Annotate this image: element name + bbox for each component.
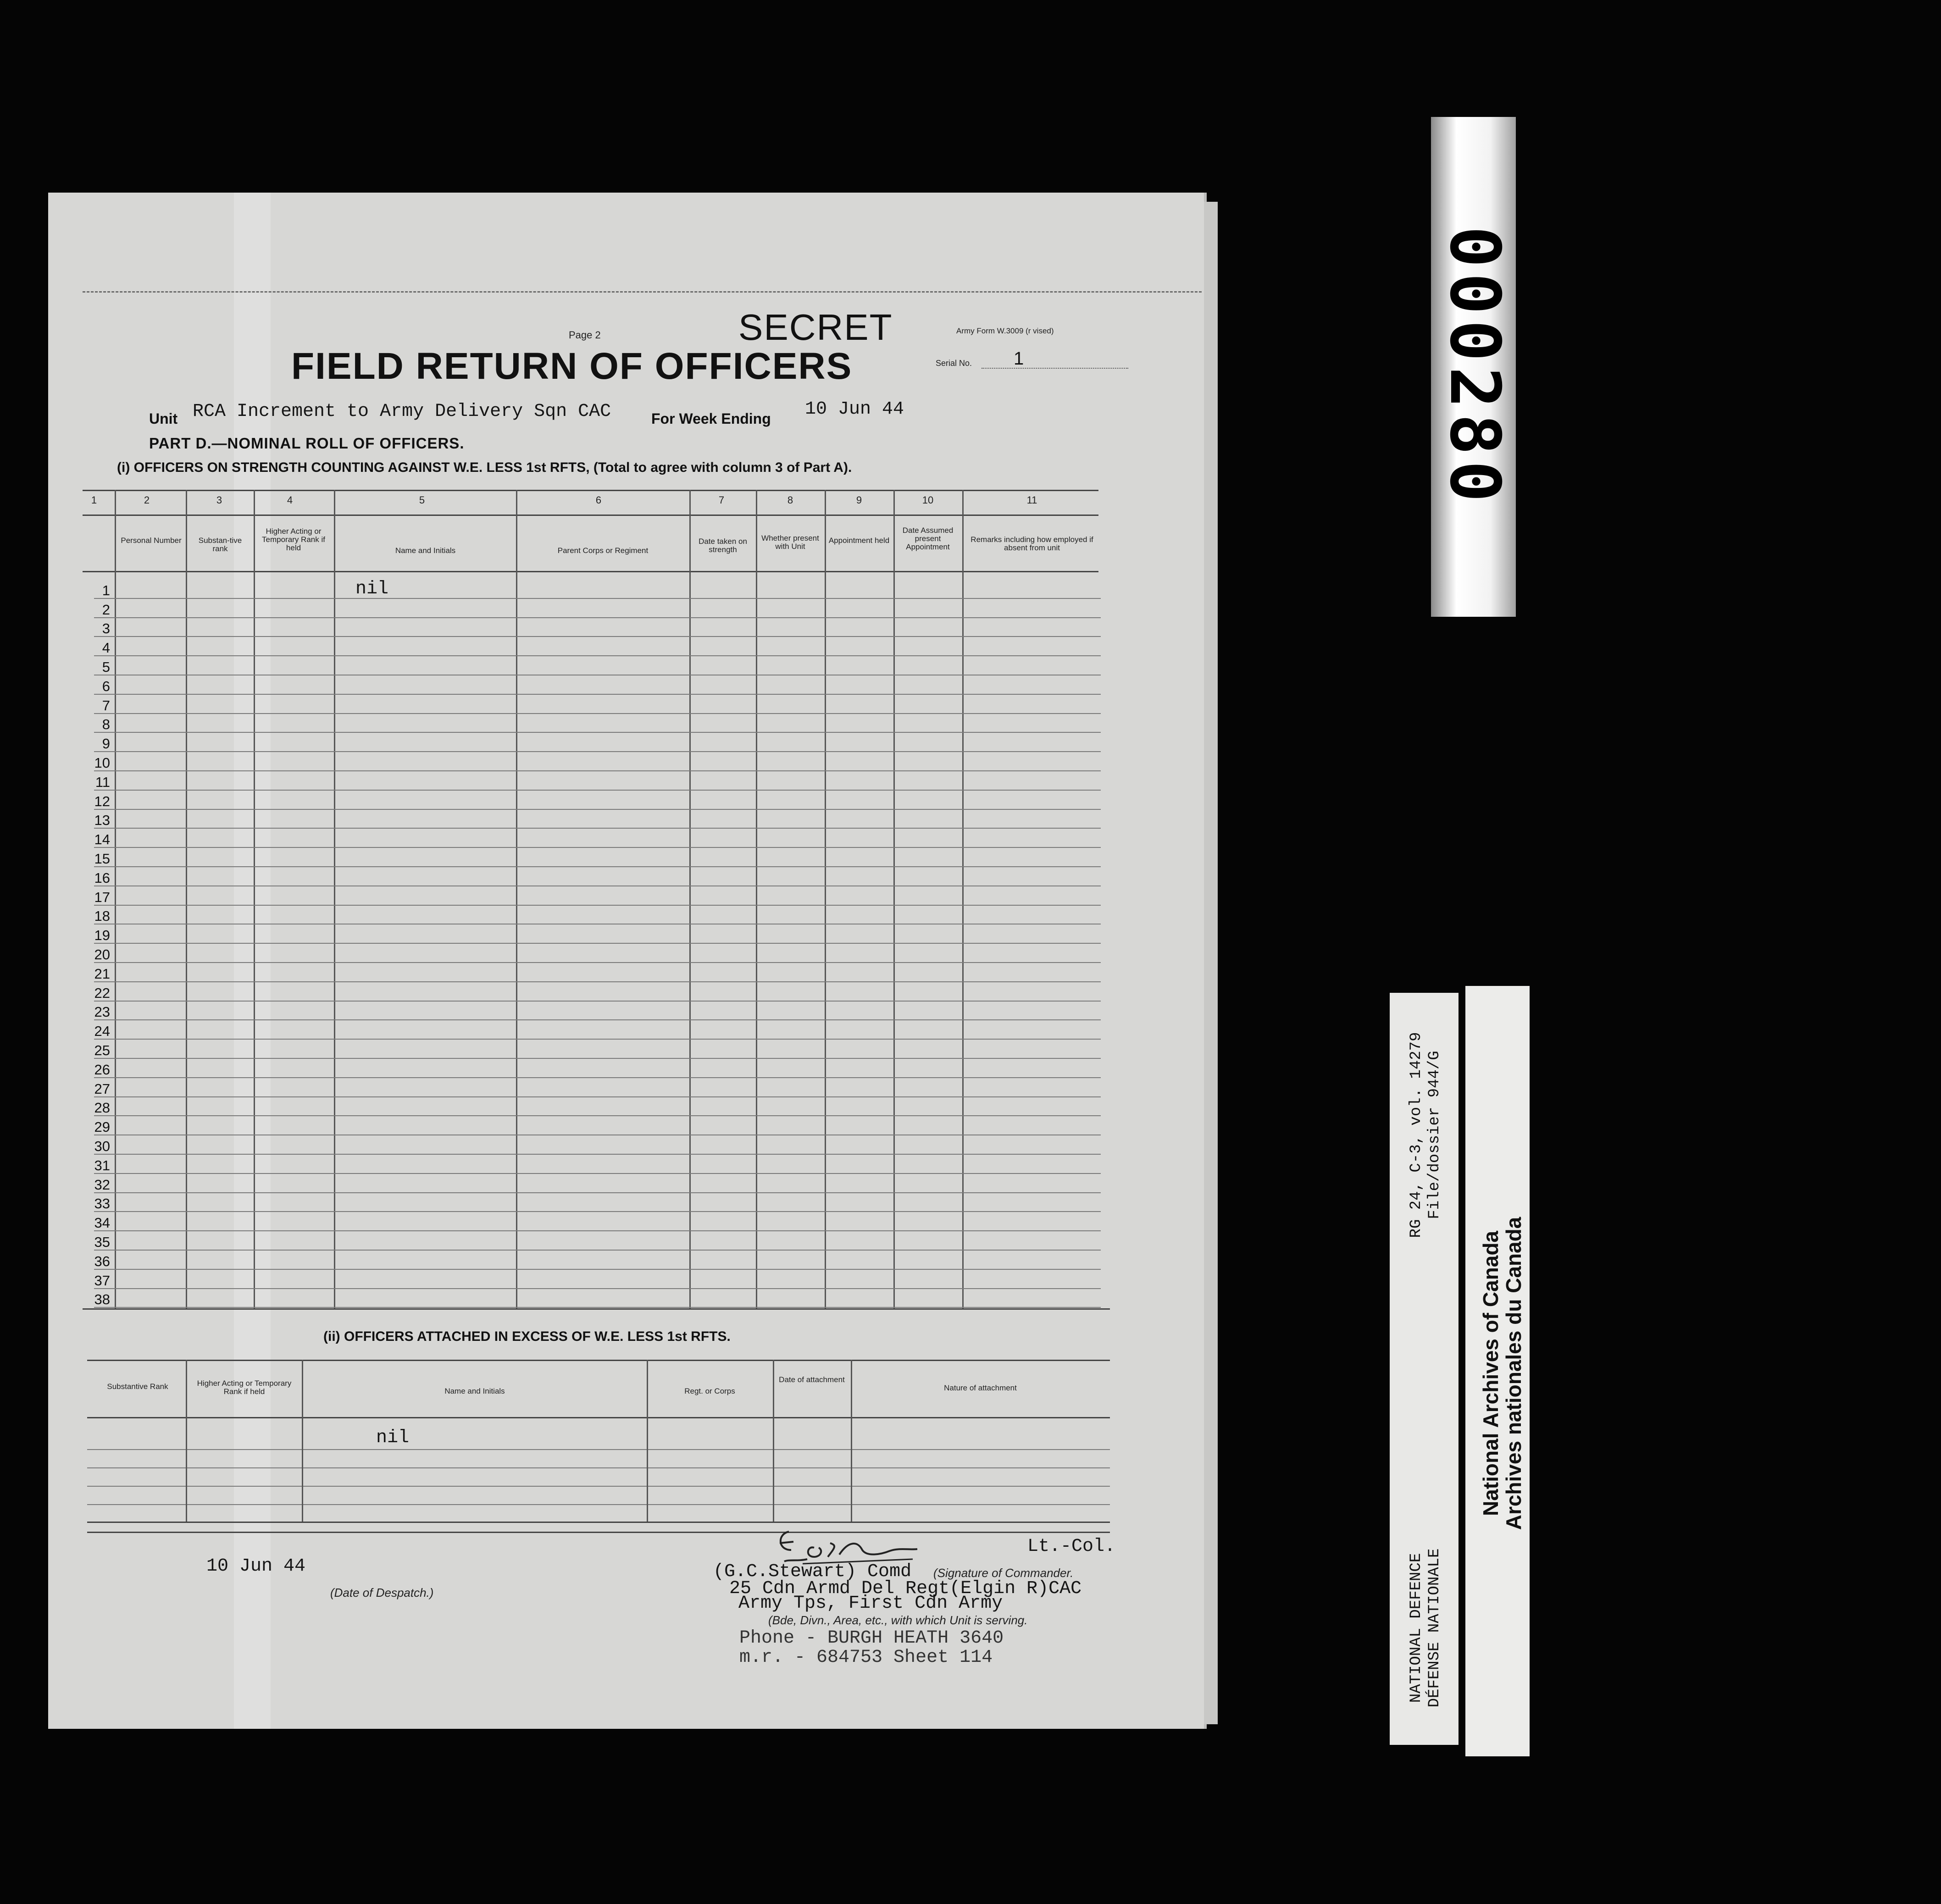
archive-reference-line2: File/dossier 944/G [1426, 1051, 1443, 1219]
fold-highlight [234, 193, 271, 1729]
table1-row-number: 17 [94, 889, 110, 905]
table1-row-rule [94, 1096, 1101, 1097]
table1-row-number: 25 [94, 1042, 110, 1058]
col-number-2: 2 [144, 494, 150, 506]
table2-header-rule [87, 1417, 1110, 1418]
table1-row-number: 22 [94, 985, 110, 1001]
col-number-4: 4 [287, 494, 293, 506]
table1-row-rule [94, 1288, 1101, 1289]
table1-row-rule [94, 981, 1101, 982]
table1-row-number: 32 [94, 1176, 110, 1193]
col-number-10: 10 [922, 494, 934, 506]
table1-row-rule [94, 1058, 1101, 1059]
header-substantive-rank: Substan-tive rank [198, 536, 242, 553]
sheet-edge [1204, 202, 1218, 1724]
unit-value: RCA Increment to Army Delivery Sqn CAC [193, 401, 611, 422]
t2-header-substantive-rank: Substantive Rank [107, 1382, 168, 1391]
table1-row-rule [94, 828, 1101, 829]
table2-row-rule [87, 1449, 1110, 1450]
table1-row-number: 2 [102, 601, 110, 618]
table1-row-number: 28 [94, 1100, 110, 1116]
nac-line1: National Archives of Canada [1479, 1230, 1503, 1517]
t2-header-higher-rank: Higher Acting or Temporary Rank if held [197, 1379, 292, 1396]
table1-row-number: 19 [94, 927, 110, 944]
table1-row-number: 18 [94, 908, 110, 924]
defence-line1: NATIONAL DEFENCE [1408, 1553, 1425, 1703]
header-appointment-held: Appointment held [828, 536, 890, 545]
phone-line: Phone - BURGH HEATH 3640 [739, 1628, 1004, 1649]
table1-row-number: 24 [94, 1023, 110, 1040]
serial-value: 1 [1014, 349, 1024, 369]
table1-bottom-rule [83, 1308, 1110, 1310]
t1-col-divider [825, 490, 826, 1308]
header-date-assumed: Date Assumed present Appointment [902, 526, 954, 551]
table1-row-number: 23 [94, 1004, 110, 1020]
table1-row-rule [94, 962, 1101, 963]
archive-reference-line1: RG 24, C-3, vol. 14279 [1408, 1032, 1425, 1238]
header-whether-present: Whether present with Unit [761, 534, 819, 551]
form-sheet [48, 193, 1204, 1729]
table1-row-number: 37 [94, 1272, 110, 1289]
table1-row-number: 15 [94, 851, 110, 867]
table1-row-number: 7 [102, 697, 110, 714]
t2-header-nature-attachment: Nature of attachment [944, 1384, 1017, 1392]
t2-col-divider [647, 1360, 648, 1522]
table1-row-rule [94, 655, 1101, 656]
secret-stamp: SECRET [738, 307, 893, 348]
table1-row-number: 12 [94, 793, 110, 809]
week-ending-label: For Week Ending [651, 410, 771, 427]
col-number-9: 9 [856, 494, 862, 506]
table1-row-number: 20 [94, 946, 110, 963]
table1-row-rule [94, 905, 1101, 906]
table1-nil-entry: nil [355, 579, 389, 599]
t1-col-divider [254, 490, 255, 1308]
table1-header-rule [83, 571, 1098, 572]
table1-row-rule [94, 1173, 1101, 1174]
t2-col-divider [302, 1360, 303, 1522]
table1-row-number: 6 [102, 678, 110, 694]
table1-row-rule [94, 847, 1101, 848]
section-one-heading: (i) OFFICERS ON STRENGTH COUNTING AGAINST W.E. LESS 1st RFTS, (Total to agree with column 3 of Part A). [117, 460, 852, 475]
t2-col-divider [851, 1360, 852, 1522]
t1-col-divider [756, 490, 757, 1308]
table1-row-rule [94, 770, 1101, 771]
col-number-1: 1 [91, 494, 97, 506]
table1-row-rule [94, 790, 1101, 791]
table2-row-rule [87, 1504, 1110, 1505]
table2-nil-entry: nil [376, 1428, 410, 1448]
army-form-label: Army Form W.3009 (r vised) [956, 327, 1054, 335]
header-parent-corps: Parent Corps or Regiment [557, 546, 649, 555]
unit-label: Unit [149, 410, 178, 427]
t2-header-regt-corps: Regt. or Corps [684, 1387, 735, 1395]
col-number-3: 3 [216, 494, 222, 506]
signature-caption: (Signature of Commander. [933, 1566, 1074, 1580]
table2-row-rule [87, 1486, 1110, 1487]
table1-row-rule [94, 1039, 1101, 1040]
table1-row-number: 30 [94, 1138, 110, 1154]
table2-top-rule [87, 1360, 1110, 1361]
map-reference-line: m.r. - 684753 Sheet 114 [739, 1647, 993, 1668]
despatch-date: 10 Jun 44 [206, 1556, 306, 1577]
table1-row-number: 8 [102, 716, 110, 733]
army-line: Army Tps, First Cdn Army [738, 1593, 1003, 1614]
table1-row-number: 11 [95, 774, 110, 790]
t1-col-divider [334, 490, 335, 1308]
table1-row-rule [94, 1230, 1101, 1231]
table1-row-rule [94, 809, 1101, 810]
perforation-line [83, 291, 1202, 293]
header-date-taken: Date taken on strength [699, 537, 747, 554]
regiment-line: 25 Cdn Armd Del Regt(Elgin R)CAC [729, 1578, 1082, 1599]
section-two-heading: (ii) OFFICERS ATTACHED IN EXCESS OF W.E. LESS 1st RFTS. [323, 1329, 731, 1344]
serial-label: Serial No. [936, 359, 972, 368]
defence-line2: DÉFENSE NATIONALE [1426, 1548, 1443, 1708]
t1-col-divider [893, 490, 895, 1308]
part-heading: PART D.—NOMINAL ROLL OF OFFICERS. [149, 435, 465, 452]
col-number-11: 11 [1026, 494, 1037, 506]
table1-row-rule [94, 617, 1101, 618]
table1-row-rule [94, 694, 1101, 695]
table1-row-number: 35 [94, 1234, 110, 1250]
col-number-7: 7 [718, 494, 725, 506]
table1-row-rule [94, 732, 1101, 733]
table1-row-rule [94, 1250, 1101, 1251]
col-number-5: 5 [419, 494, 425, 506]
table1-colnum-rule [83, 515, 1098, 516]
commander-rank: Lt.-Col. [1027, 1536, 1116, 1557]
frame-number: 000280 [1435, 226, 1514, 508]
table1-row-rule [94, 866, 1101, 867]
table1-row-number: 31 [94, 1157, 110, 1173]
serial-underline [982, 368, 1128, 369]
t2-col-divider [773, 1360, 774, 1522]
table1-row-number: 26 [94, 1061, 110, 1078]
table1-row-rule [94, 636, 1101, 637]
table1-row-rule [94, 1192, 1101, 1193]
header-personal-number: Personal Number [121, 536, 182, 545]
col-number-8: 8 [787, 494, 793, 506]
table2-row-rule [87, 1467, 1110, 1468]
week-ending-value: 10 Jun 44 [805, 399, 904, 420]
t2-col-divider [186, 1360, 187, 1522]
table1-row-number: 38 [94, 1291, 110, 1308]
table1-row-rule [94, 1001, 1101, 1002]
t1-col-divider [962, 490, 964, 1308]
table1-row-number: 5 [102, 659, 110, 675]
t2-header-date-attachment: Date of attachment [779, 1375, 845, 1384]
table1-row-number: 33 [94, 1196, 110, 1212]
table1-row-rule [94, 751, 1101, 752]
bde-caption: (Bde, Divn., Area, etc., with which Unit is serving. [768, 1613, 1028, 1627]
table1-row-number: 21 [94, 965, 110, 982]
header-remarks: Remarks including how employed if absent from unit [970, 535, 1093, 552]
page-number: Page 2 [569, 329, 601, 341]
table1-row-number: 13 [94, 812, 110, 829]
despatch-date-caption: (Date of Despatch.) [330, 1586, 434, 1600]
t1-col-divider [115, 490, 116, 1308]
table1-row-number: 29 [94, 1119, 110, 1135]
table1-row-rule [94, 598, 1101, 599]
t1-col-divider [689, 490, 691, 1308]
table1-row-number: 4 [102, 640, 110, 656]
header-name-initials: Name and Initials [395, 546, 456, 555]
table1-row-rule [94, 1019, 1101, 1020]
table2-bottom-rule [87, 1522, 1110, 1523]
t2-header-name-initials: Name and Initials [444, 1387, 505, 1395]
commander-name: (G.C.Stewart) Comd [713, 1561, 912, 1582]
table1-row-number: 3 [102, 620, 110, 637]
table1-row-number: 14 [94, 831, 110, 848]
table1-row-rule [94, 1115, 1101, 1116]
table1-row-rule [94, 1307, 1101, 1308]
table1-row-rule [94, 1154, 1101, 1155]
header-higher-rank: Higher Acting or Temporary Rank if held [262, 527, 325, 552]
table1-row-number: 9 [102, 736, 110, 752]
col-number-6: 6 [595, 494, 602, 506]
table1-row-rule [94, 1211, 1101, 1212]
table1-row-number: 16 [94, 869, 110, 886]
t1-col-divider [516, 490, 517, 1308]
table1-row-number: 27 [94, 1080, 110, 1097]
table1-row-rule [94, 1077, 1101, 1078]
table1-row-rule [94, 943, 1101, 944]
nac-line2: Archives nationales du Canada [1502, 1217, 1525, 1530]
form-title: FIELD RETURN OF OFFICERS [291, 345, 853, 387]
table1-row-rule [94, 713, 1101, 714]
table1-top-rule [83, 490, 1098, 491]
table1-row-number: 10 [94, 755, 110, 771]
table1-row-number: 36 [94, 1253, 110, 1269]
t1-col-divider [186, 490, 187, 1308]
footer-rule [87, 1532, 1110, 1533]
table1-row-number: 1 [102, 582, 110, 598]
table1-row-rule [94, 1269, 1101, 1270]
table1-row-number: 34 [94, 1215, 110, 1231]
